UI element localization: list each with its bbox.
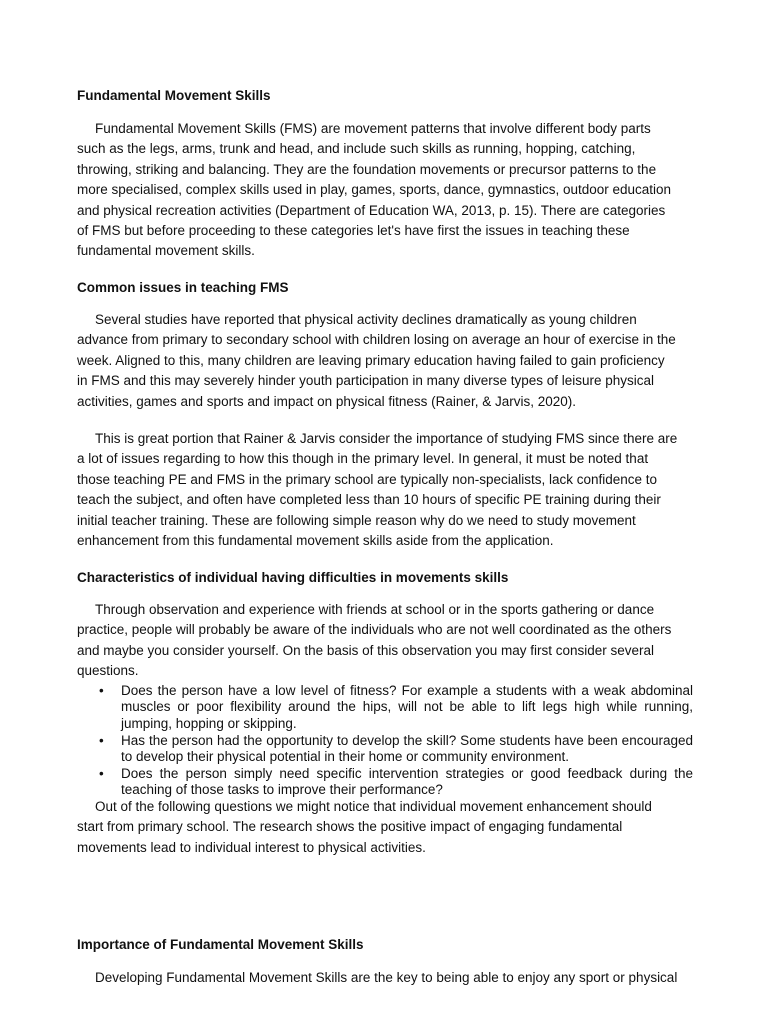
text-line: questions. [77, 663, 139, 679]
text-line: throwing, striking and balancing. They are the foundation movements or precursor patterns to the [77, 161, 657, 177]
text-line: more specialised, complex skills used in play, games, sports, dance, gymnastics, outdoor education [77, 182, 672, 198]
text-line: Through observation and experience with friends at school or in the sports gathering or dance [95, 602, 655, 617]
text-line: week. Aligned to this, many children are leaving primary education having failed to gain proficiency [77, 352, 665, 368]
text-line: of FMS but before proceeding to these categories let's have first the issues in teaching these [77, 223, 630, 239]
text-line: Out of the following questions we might notice that individual movement enhancement should [95, 799, 652, 814]
section-heading-characteristics: Characteristics of individual having difficulties in movements skills [77, 570, 509, 585]
text-line: and maybe you consider yourself. On the basis of this observation you may first consider several [77, 642, 655, 658]
text-line: enhancement from this fundamental movement skills aside from the application. [77, 533, 554, 549]
paragraph-issues-2 [77, 429, 697, 551]
text-line: practice, people will probably be aware of the individuals who are not well coordinated as the others [77, 622, 672, 638]
questions-list [77, 683, 693, 799]
paragraph-importance [77, 968, 697, 988]
text-line: those teaching PE and FMS in the primary school are typically non-specialists, lack confidence to [77, 471, 658, 487]
text-line: This is great portion that Rainer & Jarvis consider the importance of studying FMS since there are [95, 431, 678, 446]
bullet-icon: • [99, 683, 104, 698]
text-line: Fundamental Movement Skills (FMS) are movement patterns that involve different body parts [95, 121, 651, 136]
list-item-text: Does the person simply need specific intervention strategies or good feedback during the teaching of those tasks to improve their performance? [121, 766, 693, 798]
section-heading-importance: Importance of Fundamental Movement Skills [77, 937, 364, 952]
text-line: start from primary school. The research shows the positive impact of engaging fundamental [77, 819, 623, 835]
section-heading-issues: Common issues in teaching FMS [77, 280, 289, 295]
text-line: a lot of issues regarding to how this though in the primary level. In general, it must be noted that [77, 451, 649, 467]
list-item-text: Does the person have a low level of fitness? For example a students with a weak abdominal muscles or poor flexibility around the hips, will not be able to lift legs high while running, jumping, hopping or skipping. [121, 683, 693, 731]
paragraph-fms-definition [77, 119, 697, 262]
text-line: activities, games and sports and impact on physical fitness (Rainer, & Jarvis, 2020). [77, 393, 576, 409]
text-line: advance from primary to secondary school with children losing on average an hour of exercise in the [77, 332, 676, 348]
paragraph-characteristics-conclusion [77, 797, 697, 858]
text-line: teach the subject, and often have completed less than 10 hours of specific PE training during their [77, 492, 661, 508]
text-line: such as the legs, arms, trunk and head, and include such skills as running, hopping, catching, [77, 141, 636, 157]
list-item [77, 766, 693, 799]
text-line: Several studies have reported that physical activity declines dramatically as young children [95, 312, 637, 327]
text-line: movements lead to individual interest to physical activities. [77, 839, 426, 855]
text-line: and physical recreation activities (Department of Education WA, 2013, p. 15). There are categories [77, 202, 666, 218]
paragraph-characteristics-intro [77, 600, 697, 682]
paragraph-issues-1 [77, 310, 697, 412]
bullet-icon: • [99, 766, 104, 782]
list-item-text: Has the person had the opportunity to develop the skill? Some students have been encouraged to develop their physical potential in their home or community environment. [121, 732, 693, 765]
text-line: in FMS and this may severely hinder youth participation in many diverse types of leisure physical [77, 373, 655, 389]
bullet-icon: • [99, 732, 104, 748]
text-line: Developing Fundamental Movement Skills are the key to being able to enjoy any sport or physical [95, 970, 678, 985]
text-line: initial teacher training. These are following simple reason why do we need to study movement [77, 512, 636, 528]
text-line: fundamental movement skills. [77, 243, 255, 259]
list-item [77, 683, 693, 732]
list-item [77, 733, 693, 766]
section-heading-fms: Fundamental Movement Skills [77, 88, 271, 103]
